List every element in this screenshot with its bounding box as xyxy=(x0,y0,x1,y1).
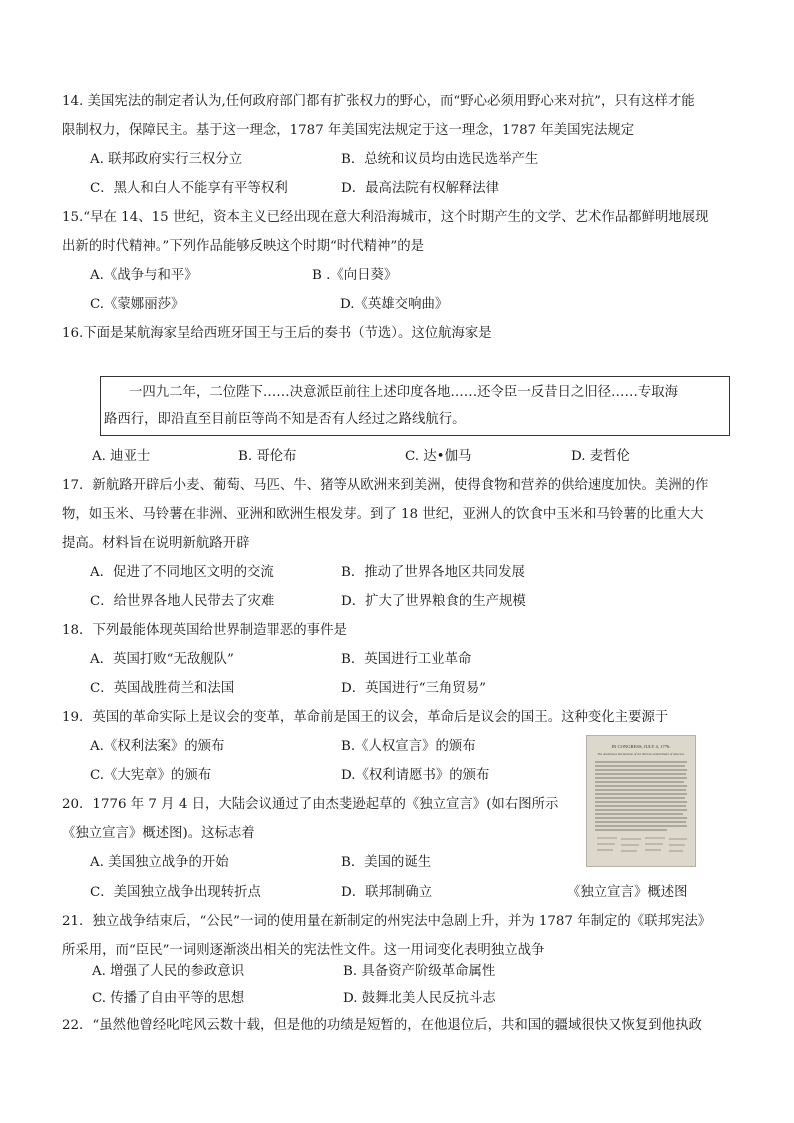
q15-option-c[interactable]: C.《蒙娜丽莎》 xyxy=(90,297,185,312)
q16-option-c[interactable]: C. 达•伽马 xyxy=(405,449,472,464)
q20-stem-line1: 20．1776 年 7 月 4 日，大陆会议通过了由杰斐逊起草的《独立宣言》(如右图所示 xyxy=(62,797,559,812)
q18-option-b[interactable]: B．英国进行工业革命 xyxy=(341,652,472,667)
q16-stem-line1: 16.下面是某航海家呈给西班牙国王与王后的奏书（节选）。这位航海家是 xyxy=(62,326,492,341)
q16-quote-box xyxy=(100,376,730,436)
q18-option-a[interactable]: A．英国打败“无敌舰队” xyxy=(90,652,234,667)
q15-option-b[interactable]: B .《向日葵》 xyxy=(312,268,398,283)
q16-option-a[interactable]: A. 迪亚士 xyxy=(92,449,151,464)
figure-caption: 《独立宣言》概述图 xyxy=(567,885,688,900)
q21-option-a[interactable]: A. 增强了人民的参政意识 xyxy=(92,964,245,979)
q14-stem-line1: 14. 美国宪法的制定者认为,任何政府部门都有扩张权力的野心，而“野心必须用野心来对抗”，只有这样才能 xyxy=(62,94,695,109)
q17-option-a[interactable]: A．促进了不同地区文明的交流 xyxy=(90,565,274,580)
q15-stem-line1: 15.“早在 14、15 世纪，资本主义已经出现在意大利沿海城市，这个时期产生的文学、艺术作品都鲜明地展现 xyxy=(62,210,709,225)
q20-option-c[interactable]: C．美国独立战争出现转折点 xyxy=(90,885,261,900)
figure-subheading: The unanimous Declaration of the thirteen united States of America. xyxy=(597,752,685,756)
q16-quote-line1: 一四九二年，二位陛下……决意派臣前往上述印度各地……还令臣一反昔日之旧径……专取海 xyxy=(129,385,679,400)
q17-option-c[interactable]: C．给世界各地人民带去了灾难 xyxy=(90,594,275,609)
q17-stem-line2: 物，如玉米、马铃薯在非洲、亚洲和欧洲生根发芽。到了 18 世纪，亚洲人的饮食中玉米和马铃薯的比重大大 xyxy=(62,507,704,522)
q14-option-d[interactable]: D．最高法院有权解释法律 xyxy=(341,181,500,196)
q21-option-c[interactable]: C. 传播了自由平等的思想 xyxy=(92,991,245,1006)
q15-stem-line2: 出新的时代精神。”下列作品能够反映这个时期“时代精神”的是 xyxy=(62,239,424,254)
declaration-document-graphic xyxy=(587,736,695,866)
q18-option-c[interactable]: C．英国战胜荷兰和法国 xyxy=(90,681,235,696)
q14-option-a[interactable]: A. 联邦政府实行三权分立 xyxy=(90,152,243,167)
q20-stem-line2: 《独立宣言》概述图)。这标志着 xyxy=(62,826,255,841)
q20-option-b[interactable]: B．美国的诞生 xyxy=(341,855,432,870)
q22-stem-line1: 22．“虽然他曾经叱咤风云数十载，但是他的功绩是短暂的，在他退位后，共和国的疆域很快又恢复到他执政 xyxy=(62,1018,702,1033)
q14-option-b[interactable]: B．总统和议员均由选民选举产生 xyxy=(341,152,539,167)
declaration-of-independence-image xyxy=(586,735,696,867)
q14-stem-line2: 限制权力，保障民主。基于这一理念，1787 年美国宪法规定于这一理念，1787 年美国宪法规定 xyxy=(62,123,635,138)
q16-option-d[interactable]: D. 麦哲伦 xyxy=(571,449,630,464)
q20-option-a[interactable]: A. 美国独立战争的开始 xyxy=(90,855,229,870)
q15-option-a[interactable]: A.《战争与和平》 xyxy=(90,268,198,283)
q18-option-d[interactable]: D．英国进行“三角贸易” xyxy=(341,681,486,696)
q18-stem-line1: 18．下列最能体现英国给世界制造罪恶的事件是 xyxy=(62,623,347,638)
q19-option-a[interactable]: A.《权利法案》的颁布 xyxy=(90,739,225,754)
q21-stem-line2: 所采用，而“臣民”一词则逐渐淡出相关的宪法性文件。这一用词变化表明独立战争 xyxy=(62,943,545,958)
q21-option-d[interactable]: D. 鼓舞北美人民反抗斗志 xyxy=(343,991,496,1006)
q20-option-d[interactable]: D．联邦制确立 xyxy=(341,885,433,900)
q16-option-b[interactable]: B. 哥伦布 xyxy=(238,449,297,464)
q16-quote-line2: 路西行，即沿直至目前臣等尚不知是否有人经过之路线航行。 xyxy=(104,412,466,427)
q19-option-d[interactable]: D.《权利请愿书》的颁布 xyxy=(341,768,490,783)
q17-stem-line1: 17．新航路开辟后小麦、葡萄、马匹、牛、猪等从欧洲来到美洲，使得食物和营养的供给速度加快。美洲的作 xyxy=(62,478,709,493)
q19-stem-line1: 19．英国的革命实际上是议会的变革，革命前是国王的议会，革命后是议会的国王。这种变化主要源于 xyxy=(62,710,669,725)
q17-stem-line3: 提高。材料旨在说明新航路开辟 xyxy=(62,536,250,551)
q21-stem-line1: 21．独立战争结束后，“公民”一词的使用量在新制定的州宪法中急剧上升，并为 1787 年制定的《联邦宪法》 xyxy=(62,914,712,929)
q21-option-b[interactable]: B. 具备资产阶级革命属性 xyxy=(343,964,496,979)
q14-option-c[interactable]: C．黑人和白人不能享有平等权利 xyxy=(90,181,288,196)
q15-option-d[interactable]: D.《英雄交响曲》 xyxy=(340,297,449,312)
q19-option-c[interactable]: C.《大宪章》的颁布 xyxy=(90,768,212,783)
figure-heading: IN CONGRESS, JULY 4, 1776. xyxy=(611,744,671,749)
q17-option-d[interactable]: D．扩大了世界粮食的生产规模 xyxy=(341,594,526,609)
q19-option-b[interactable]: B.《人权宣言》的颁布 xyxy=(341,739,476,754)
q17-option-b[interactable]: B．推动了世界各地区共同发展 xyxy=(341,565,525,580)
